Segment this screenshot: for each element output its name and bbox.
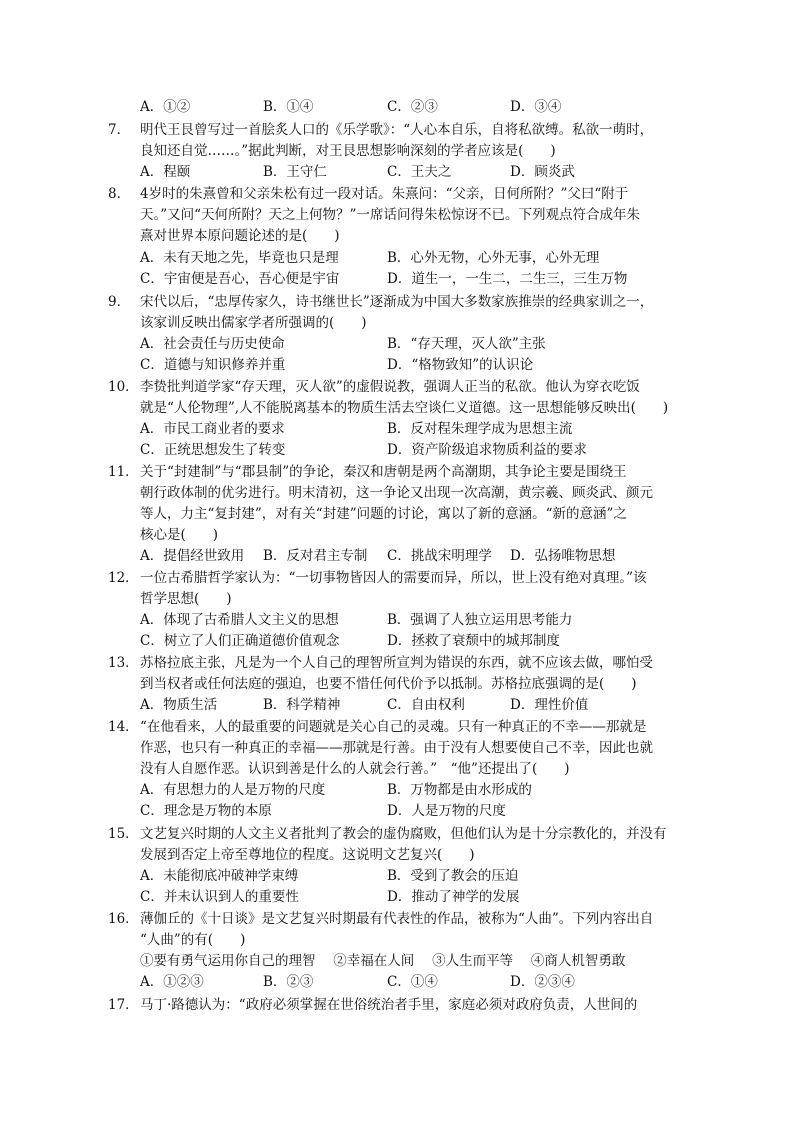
- option-a: A．程颐: [140, 164, 191, 180]
- question-text-line: 发展到否定上帝至尊地位的程度。这说明文艺复兴( ): [140, 847, 475, 863]
- option-b: B．王守仁: [263, 164, 327, 180]
- question-text-line: 核心是( ): [140, 527, 219, 543]
- question-text-line: 苏格拉底主张，凡是为一个人自己的理智所宣判为错误的东西，就不应该去做，哪怕受: [140, 655, 653, 671]
- option-d: D．人是万物的尺度: [387, 803, 506, 819]
- question-text-line: “在他看来，人的最重要的问题就是关心自己的灵魂。只有一种真正的不幸——那就是: [140, 719, 647, 735]
- question-text-line: 熹对世界本原问题论述的是( ): [140, 228, 340, 244]
- option-b: B．反对程朱理学成为思想主流: [387, 421, 573, 437]
- question-number: 14．: [108, 719, 139, 735]
- option-a: A．①②③: [140, 974, 204, 990]
- option-d: D．③④: [510, 99, 562, 115]
- option-b: B．心外无物，心外无事，心外无理: [387, 250, 600, 266]
- question-text-line: 就是“人伦物理”,人不能脱离基本的物质生活去空谈仁义道德。这一思想能够反映出( ): [140, 400, 669, 416]
- question-text-line: 一位古希腊哲学家认为：“一切事物皆因人的需要而异，所以，世上没有绝对真理。”该: [140, 570, 647, 586]
- option-c: C．宇宙便是吾心，吾心便是宇宙: [140, 271, 340, 287]
- option-d: D．理性价值: [510, 697, 589, 713]
- question-text-line: 宋代以后，“忠厚传家久，诗书继世长”逐渐成为中国大多数家族推崇的经典家训之一，: [140, 294, 654, 310]
- option-b: B．①④: [263, 99, 314, 115]
- question-text-line: 到当权者或任何法庭的强迫，也要不惜任何代价予以抵制。苏格拉底强调的是( ): [140, 676, 637, 692]
- question-text-line: 朝行政体制的优劣进行。明末清初，这一争论又出现一次高潮，黄宗羲、顾炎武、颜元: [140, 485, 653, 501]
- question-text-line: 李贽批判道学家“存天理，灭人欲”的虚假说教，强调人正当的私欲。他认为穿衣吃饭: [140, 379, 640, 395]
- option-a: A．①②: [140, 99, 191, 115]
- option-d: D．弘扬唯物思想: [510, 548, 616, 564]
- question-text-line: “人曲”的有( ): [140, 932, 246, 948]
- option-a: A．社会责任与历史使命: [140, 336, 285, 352]
- question-text-line: 等人，力主“复封建”，对有关“封建”问题的讨论，寓以了新的意涵。“新的意涵”之: [140, 506, 627, 522]
- question-number: 11．: [108, 464, 139, 480]
- option-c: C．树立了人们正确道德价值观念: [140, 633, 340, 649]
- option-d: D．拯救了衰颓中的城邦制度: [387, 633, 560, 649]
- question-text-line: 良知还自觉……。”据此判断，对王艮思想影响深刻的学者应该是( ): [140, 143, 556, 159]
- option-a: A．有思想力的人是万物的尺度: [140, 782, 326, 798]
- question-items-line: ①要有勇气运用你自己的理智 ②幸福在人间 ③人生而平等 ④商人机智勇敢: [140, 953, 626, 969]
- question-number: 13．: [108, 655, 139, 671]
- option-a: A．物质生活: [140, 697, 218, 713]
- option-c: C．正统思想发生了转变: [140, 442, 286, 458]
- option-d: D．②③④: [510, 974, 575, 990]
- question-number: 16．: [108, 911, 139, 927]
- question-number: 10．: [108, 379, 139, 395]
- option-c: C．并未认识到人的重要性: [140, 889, 299, 905]
- option-b: B．受到了教会的压迫: [387, 868, 519, 884]
- option-b: B．万物都是由水形成的: [387, 782, 532, 798]
- option-c: C．②③: [387, 99, 438, 115]
- option-a: A．提倡经世致用: [140, 548, 245, 564]
- option-a: A．未能彻底冲破神学束缚: [140, 868, 299, 884]
- question-number: 15．: [108, 826, 139, 842]
- question-number: 7．: [108, 122, 131, 138]
- option-d: D．推动了神学的发展: [387, 889, 520, 905]
- question-text-line: 马丁·路德认为：“政府必须掌握在世俗统治者手里，家庭必须对政府负责，人世间的: [140, 997, 638, 1013]
- option-c: C．道德与知识修养并重: [140, 357, 286, 373]
- option-a: A．市民工商业者的要求: [140, 421, 285, 437]
- question-text-line: 文艺复兴时期的人文主义者批判了教会的虚伪腐败，但他们认为是十分宗教化的，并没有: [140, 826, 667, 842]
- question-number: 17．: [108, 997, 139, 1013]
- question-text-line: 该家训反映出儒家学者所强调的( ): [140, 315, 367, 331]
- option-a: A．未有天地之先，毕竟也只是理: [140, 250, 339, 266]
- question-number: 12．: [108, 570, 139, 586]
- option-b: B．反对君主专制: [263, 548, 368, 564]
- option-c: C．①④: [387, 974, 438, 990]
- option-d: D．道生一，一生二，二生三，三生万物: [387, 271, 628, 287]
- option-c: C．理念是万物的本原: [140, 803, 272, 819]
- option-a: A．体现了古希腊人文主义的思想: [140, 612, 339, 628]
- question-text-line: 天。”又问“天何所附？天之上何物？”一席话问得朱松惊讶不已。下列观点符合成年朱: [140, 207, 640, 223]
- question-text-line: 哲学思想( ): [140, 591, 232, 607]
- question-text-line: 关于“封建制”与“郡县制”的争论，秦汉和唐朝是两个高潮期，其争论主要是围绕王: [140, 464, 627, 480]
- question-text-line: 明代王艮曾写过一首脍炙人口的《乐学歌》：“人心本自乐，自将私欲缚。私欲一萌时，: [140, 122, 654, 138]
- question-text-line: 薄伽丘的《十日谈》是文艺复兴时期最有代表性的作品，被称为“人曲”。下列内容出自: [140, 911, 654, 927]
- question-number: 8．: [108, 186, 131, 202]
- question-text-line: 作恶，也只有一种真正的幸福——那就是行善。由于没有人想要使自己不幸，因此也就: [140, 740, 653, 756]
- option-c: C．王夫之: [387, 164, 452, 180]
- option-d: D．“格物致知”的认识论: [387, 357, 534, 373]
- question-number: 9．: [108, 294, 131, 310]
- option-c: C．挑战宋明理学: [387, 548, 492, 564]
- option-b: B．②③: [263, 974, 314, 990]
- question-text-line: 没有人自愿作恶。认识到善是什么的人就会行善。” “他”还提出了( ): [140, 761, 570, 777]
- question-text-line: 4岁时的朱熹曾和父亲朱松有过一段对话。朱熹问：“父亲，日何所附？”父曰“附于: [140, 186, 629, 202]
- option-b: B．“存天理，灭人欲”主张: [387, 336, 546, 352]
- option-b: B．强调了人独立运用思考能力: [387, 612, 573, 628]
- option-d: D．顾炎武: [510, 164, 575, 180]
- option-b: B．科学精神: [263, 697, 341, 713]
- option-c: C．自由权利: [387, 697, 465, 713]
- option-d: D．资产阶级追求物质利益的要求: [387, 442, 587, 458]
